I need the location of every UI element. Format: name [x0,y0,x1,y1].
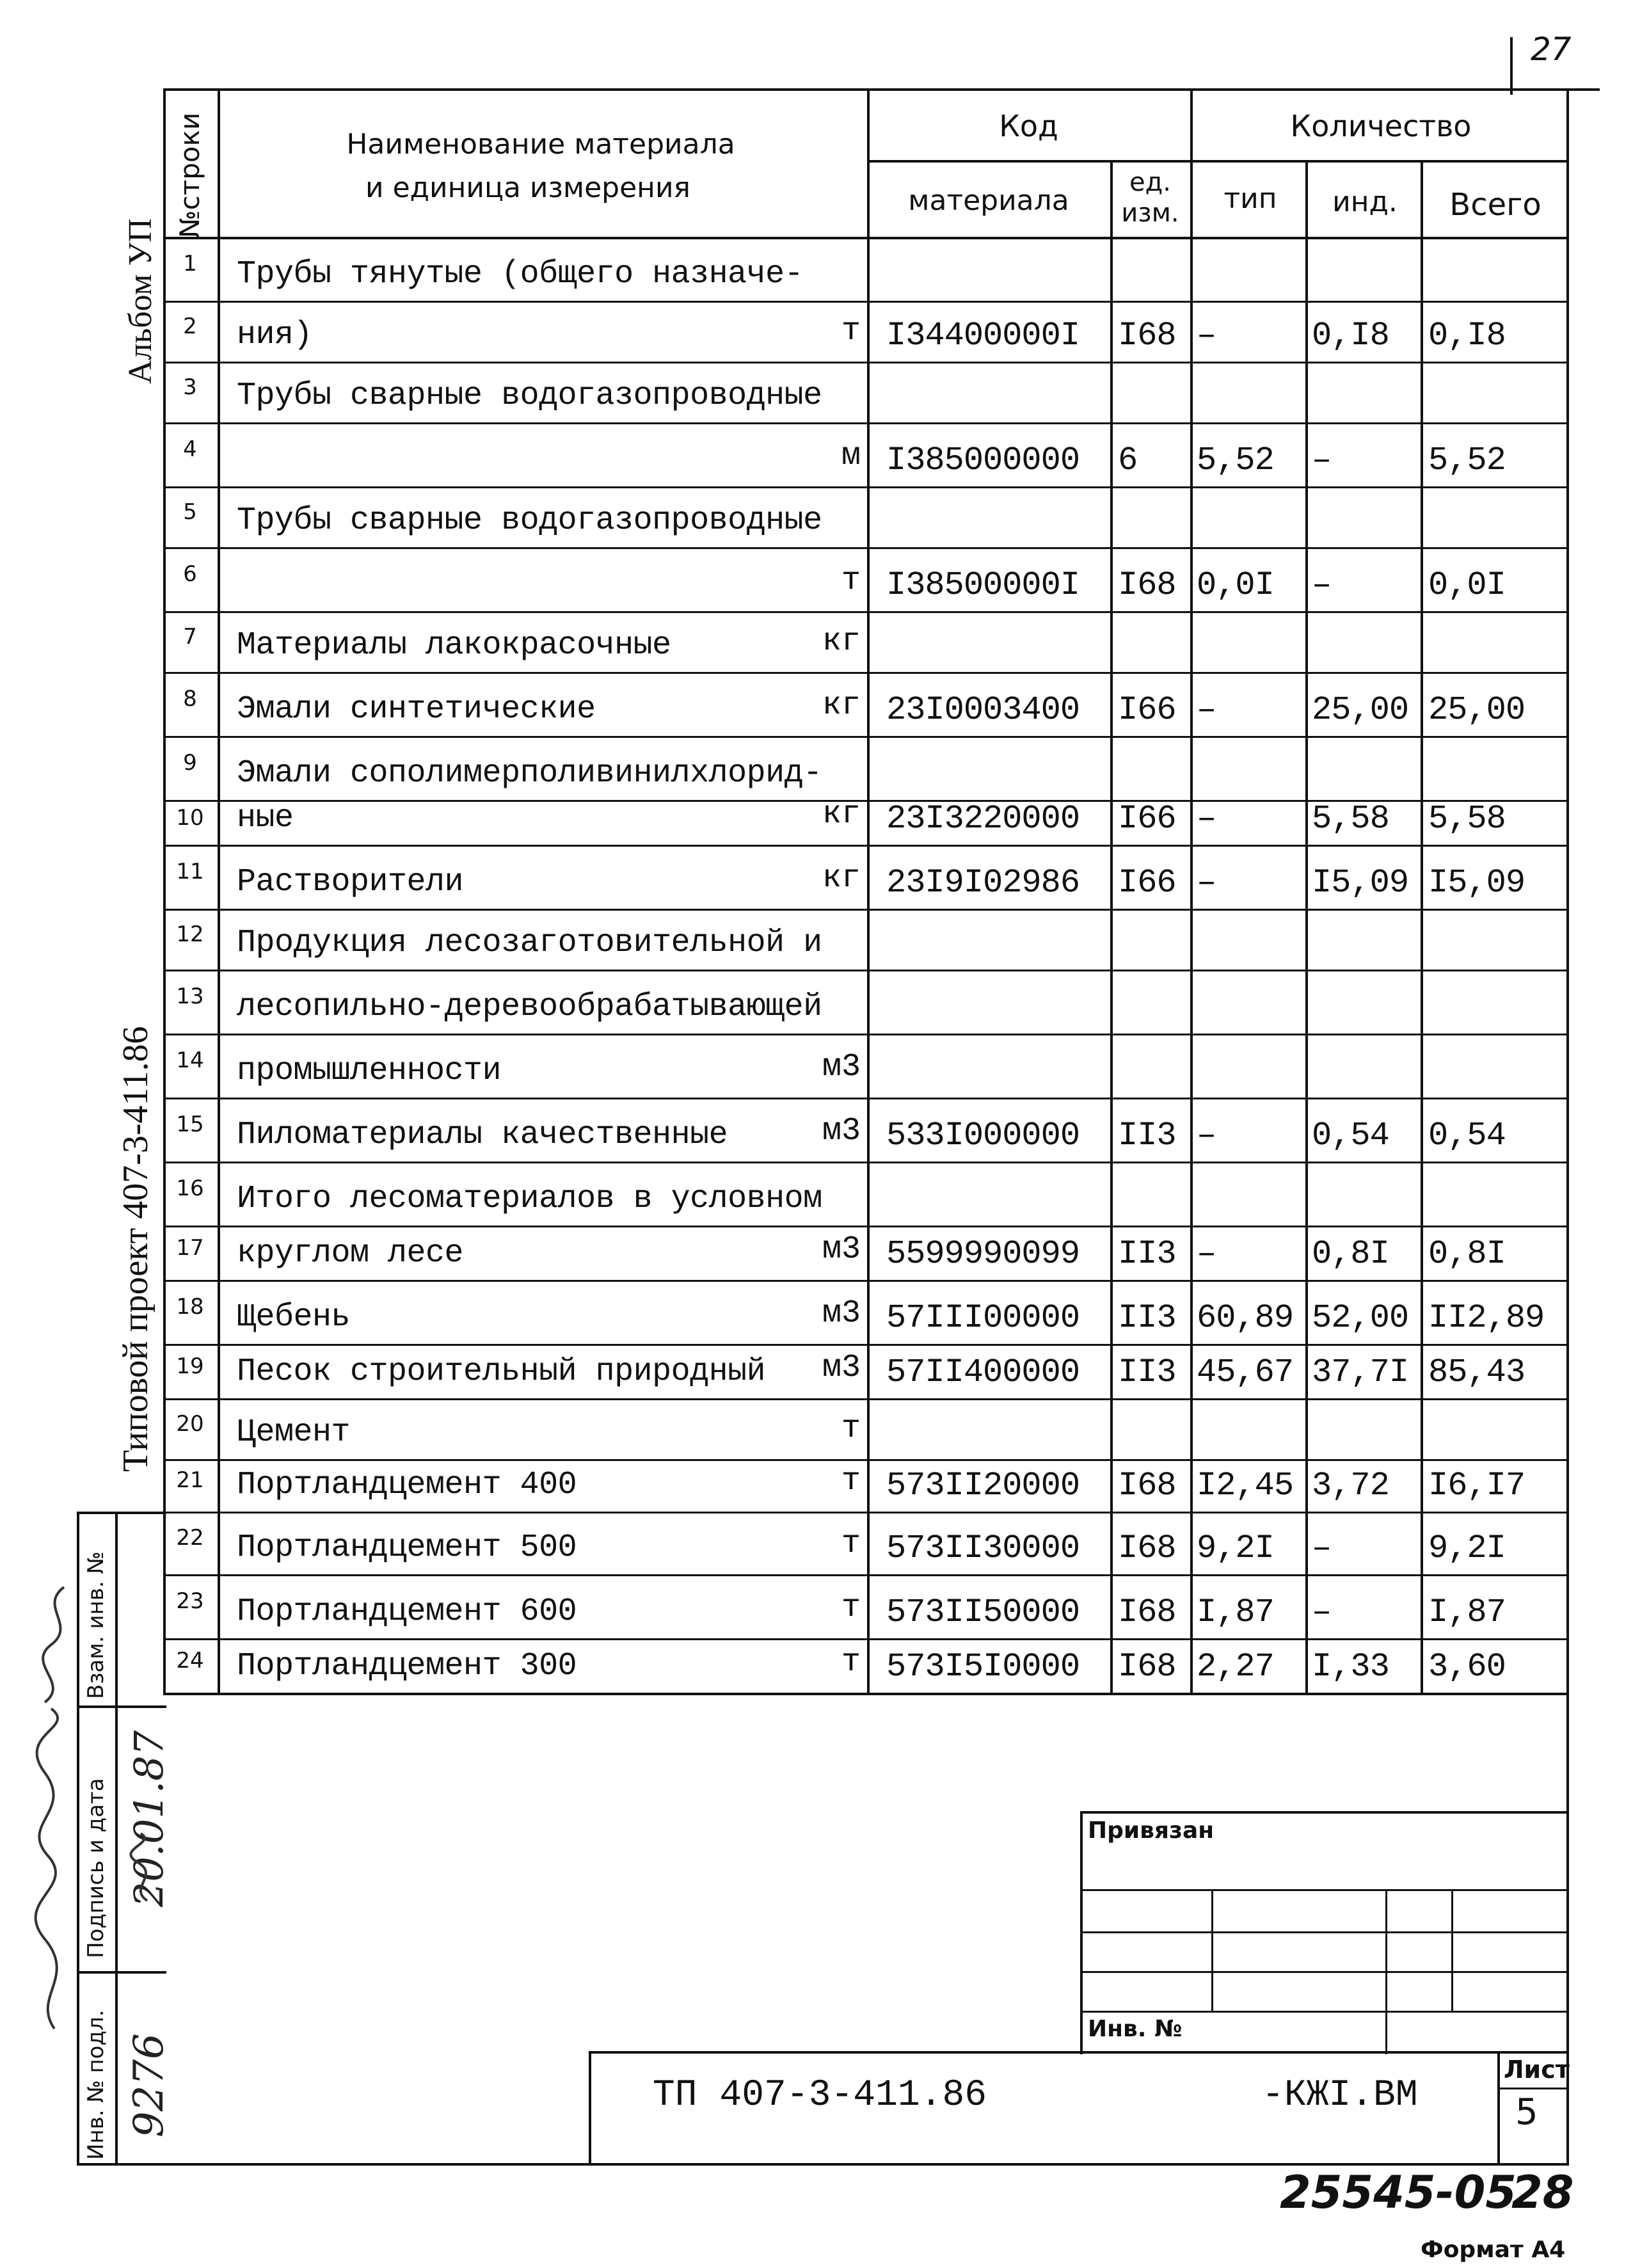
qty-individual: 0,54 [1312,1117,1389,1154]
material-name: Эмали сополимерполивинилхлорид- [237,755,822,792]
qty-type: 9,2I [1197,1529,1274,1567]
unit-of-measure: м3 [822,1295,861,1332]
qty-individual: 5,58 [1312,800,1389,838]
unit-of-measure: т [841,1410,861,1447]
unit-code: I68 [1118,1648,1176,1686]
unit-code: II3 [1118,1299,1176,1337]
signature-squiggle [26,1581,83,2157]
row-number: 6 [183,561,197,587]
sheet-label: Лист [1504,2056,1570,2084]
unit-code: II3 [1118,1235,1176,1273]
material-name: Пиломатериалы качественные [237,1117,728,1153]
format-label: Формат А4 [1421,2237,1566,2263]
qty-total: 25,00 [1428,691,1525,729]
project-label: Типовой проект 407-3-411.86 [116,1026,155,1472]
qty-individual: – [1312,1529,1332,1567]
unit-code: I68 [1118,317,1176,355]
material-code: 573II20000 [886,1467,1080,1505]
qty-total: 0,54 [1428,1117,1506,1154]
header-quantity-type: тип [1223,182,1277,215]
replace-inv-label: Взам. инв. № [83,1551,109,1699]
row-number: 22 [176,1525,204,1551]
qty-individual: – [1312,1593,1332,1631]
material-code: 57III00000 [886,1299,1080,1337]
unit-of-measure: м3 [822,1049,861,1085]
row-number: 8 [183,686,197,712]
bound-label: Привязан [1088,1817,1215,1844]
qty-total: 85,43 [1428,1354,1525,1391]
archive-number: 25545-05 [1280,2166,1517,2219]
header-row-number: №строки [174,112,205,238]
unit-of-measure: т [841,1463,861,1499]
material-name: Песок строительный природный [237,1354,766,1390]
header-quantity: Количество [1290,109,1472,143]
row-number: 23 [176,1588,204,1614]
qty-individual: 3,72 [1312,1467,1389,1505]
unit-code: I68 [1118,1467,1176,1505]
material-name: ния) [237,317,313,353]
material-code: 23I9I02986 [886,864,1080,902]
material-name: Портландцемент 500 [237,1529,577,1566]
material-name: Цемент [237,1414,351,1451]
qty-type: 60,89 [1197,1299,1294,1337]
qty-type: I2,45 [1197,1467,1294,1505]
qty-total: 0,8I [1428,1235,1506,1273]
header-code-material: материала [908,184,1069,217]
qty-total: II2,89 [1428,1299,1545,1337]
qty-individual: – [1312,442,1332,479]
row-number: 13 [176,984,204,1009]
unit-of-measure: м3 [822,1113,861,1149]
material-code: 573II50000 [886,1593,1080,1631]
material-name: Материалы лакокрасочные [237,627,671,664]
header-unit-line1: ед. [1129,168,1171,197]
material-name: Щебень [237,1299,351,1336]
material-code: 23I0003400 [886,691,1080,729]
material-name: Эмали синтетические [237,691,596,728]
row-number: 15 [176,1112,204,1137]
unit-of-measure: т [841,313,861,349]
row-number: 10 [176,805,204,831]
qty-type: – [1197,691,1216,729]
row-number: 11 [176,859,204,884]
row-number: 2 [183,313,197,339]
row-number: 20 [176,1410,204,1437]
unit-of-measure: кг [822,687,861,724]
material-name: Трубы тянутые (общего назначе- [237,256,804,292]
row-number: 5 [183,499,197,525]
sheet-value: 5 [1515,2091,1538,2133]
material-name: Продукция лесозаготовительной и [237,925,822,961]
album-label: Альбом УП [122,218,159,384]
qty-type: – [1197,1235,1216,1273]
qty-type: – [1197,864,1216,902]
material-name: лесопильно-деревообрабатывающей [237,989,822,1025]
material-code: 573I5I0000 [886,1648,1080,1686]
row-number: 4 [183,436,197,462]
archive-page: 28 [1511,2166,1574,2219]
unit-code: II3 [1118,1354,1176,1391]
row-number: 7 [183,623,197,650]
unit-code: 6 [1118,442,1138,479]
qty-total: 5,52 [1428,442,1506,479]
row-number: 1 [183,251,197,276]
unit-of-measure: кг [822,796,861,833]
material-name: Трубы сварные водогазопроводные [237,378,822,414]
qty-individual: 0,8I [1312,1235,1389,1273]
qty-total: 3,60 [1428,1648,1506,1686]
qty-individual: – [1312,566,1332,604]
qty-individual: I,33 [1312,1648,1389,1686]
stamp-inv-label: Инв. № [1088,2016,1183,2042]
material-code: 5599990099 [886,1235,1080,1273]
row-number: 9 [183,750,197,776]
material-name: круглом лесе [237,1235,464,1272]
unit-of-measure: т [841,1590,861,1626]
unit-of-measure: т [841,563,861,599]
header-code: Код [999,109,1058,143]
qty-type: – [1197,800,1216,838]
row-number: 18 [176,1294,204,1320]
qty-type: 45,67 [1197,1354,1294,1391]
material-name: Портландцемент 600 [237,1593,577,1630]
row-number: 12 [176,921,204,947]
material-name: Растворители [237,864,464,900]
material-code: 533I000000 [886,1117,1080,1154]
unit-code: I66 [1118,691,1176,729]
unit-of-measure: м3 [822,1231,861,1268]
material-code: 573II30000 [886,1529,1080,1567]
row-number: 16 [176,1176,204,1201]
qty-individual: 0,I8 [1312,317,1389,355]
material-name: ные [237,800,294,836]
header-name-line2: и единица измерения [365,172,691,204]
material-name: промышленности [237,1053,502,1089]
material-name: Портландцемент 400 [237,1467,577,1503]
row-number: 21 [176,1467,204,1493]
material-code: I385000000 [886,442,1080,479]
qty-individual: 25,00 [1312,691,1409,729]
qty-type: – [1197,317,1216,355]
header-unit-line2: изм. [1121,198,1179,228]
material-code: I38500000I [886,566,1080,604]
qty-type: 5,52 [1197,442,1274,479]
qty-total: 9,2I [1428,1529,1506,1567]
unit-code: I68 [1118,1593,1176,1631]
qty-type: I,87 [1197,1593,1274,1631]
qty-total: 5,58 [1428,800,1506,838]
qty-total: I6,I7 [1428,1467,1525,1505]
qty-type: – [1197,1117,1216,1154]
inv-orig-label: Инв. № подл. [83,2009,109,2160]
qty-type: 2,27 [1197,1648,1274,1686]
qty-individual: 52,00 [1312,1299,1409,1337]
row-number: 24 [176,1647,204,1673]
doc-code-right: -КЖI.ВМ [1262,2075,1418,2116]
sign-date-label: Подпись и дата [83,1778,109,1958]
material-code: I34400000I [886,317,1080,355]
unit-of-measure: т [841,1526,861,1562]
header-name-line1: Наименование материала [346,128,735,161]
header-quantity-individual: инд. [1332,186,1398,218]
qty-total: I5,09 [1428,864,1525,902]
doc-code-left: ТП 407-3-411.86 [653,2075,987,2116]
row-number: 17 [176,1234,204,1261]
header-quantity-total: Всего [1449,187,1541,223]
unit-code: I66 [1118,800,1176,838]
unit-of-measure: кг [822,623,861,660]
material-code: 57II400000 [886,1354,1080,1391]
unit-of-measure: т [841,1644,861,1681]
qty-total: I,87 [1428,1593,1506,1631]
unit-code: I66 [1118,864,1176,902]
qty-individual: I5,09 [1312,864,1409,902]
row-number: 3 [183,374,197,400]
qty-type: 0,0I [1197,566,1274,604]
unit-of-measure: м [841,438,861,474]
qty-total: 0,I8 [1428,317,1506,355]
qty-total: 0,0I [1428,566,1506,604]
signature-squiggle-2 [122,1830,166,1907]
material-name: Портландцемент 300 [237,1648,577,1684]
qty-individual: 37,7I [1312,1354,1409,1391]
unit-code: I68 [1118,566,1176,604]
row-number: 14 [176,1048,204,1073]
row-number: 19 [176,1353,204,1379]
unit-code: I68 [1118,1529,1176,1567]
unit-code: II3 [1118,1117,1176,1154]
top-sheet-number: 27 [1531,31,1572,68]
handwritten-inv-number: 9276 [125,2033,173,2137]
handwritten-date: 20.01.87 [125,1730,172,1907]
material-code: 23I3220000 [886,800,1080,838]
unit-of-measure: кг [822,860,861,897]
unit-of-measure: м3 [822,1350,861,1386]
material-name: Трубы сварные водогазопроводные [237,502,822,539]
material-name: Итого лесоматериалов в условном [237,1181,822,1217]
